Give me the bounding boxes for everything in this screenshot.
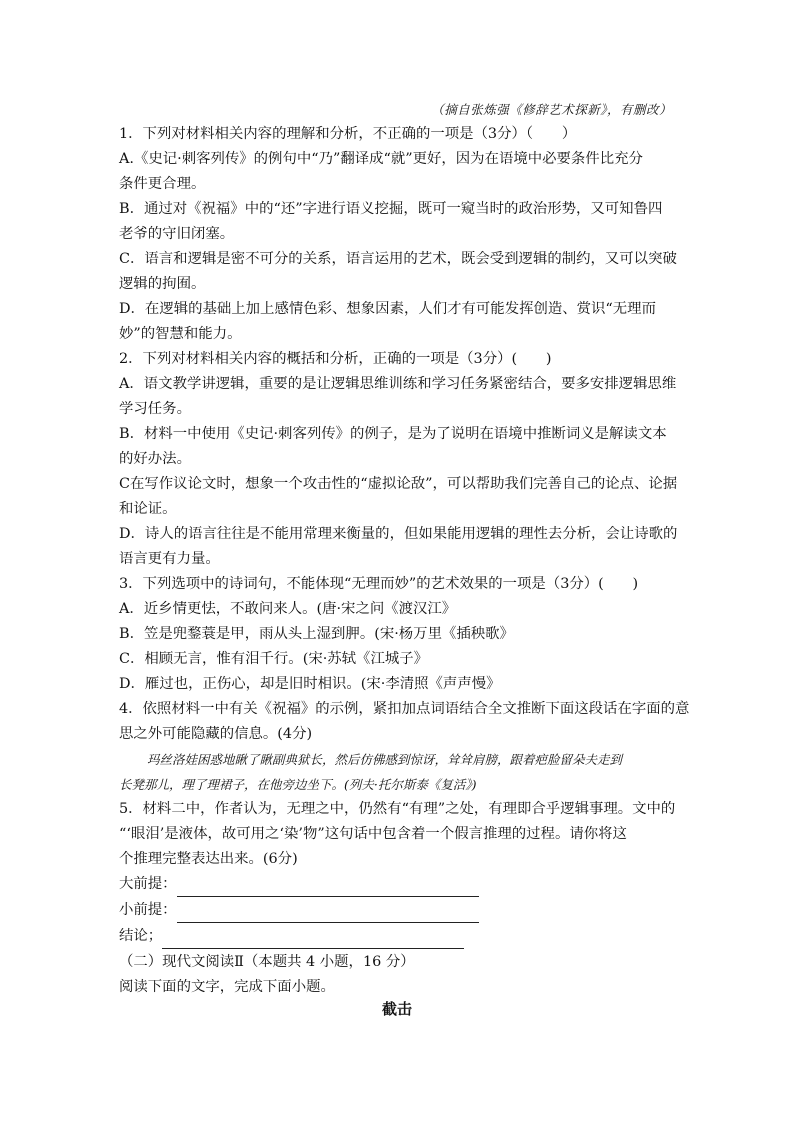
q2-option-c-line2: 和论证。 [119, 501, 177, 517]
questions-body [119, 122, 690, 1000]
q4-stem-line1: 4．依照材料一中有关《祝福》的示例，紧扣加点词语结合全文推断下面这段话在字面的意 [119, 701, 690, 717]
section-title: （二）现代文阅读Ⅱ（本题共 4 小题，16 分） [119, 954, 415, 970]
q1-option-a-line1: A.《史记·刺客列传》的例句中“乃”翻译成“就”更好，因为在语境中必要条件比充分 [119, 151, 643, 167]
q2-option-b-line2: 的好办法。 [119, 451, 191, 467]
q5-minor-premise-row [119, 898, 675, 924]
q4-quote-line2: 长凳那儿，理了理裙子，在他旁边坐下。(列夫·托尔斯泰《复活》) [119, 777, 477, 792]
q3-stem: 3．下列选项中的诗词句，不能体现“无理而妙”的艺术效果的一项是（3分）( ) [119, 576, 639, 592]
q4-quote-line1: 玛丝洛娃困惑地瞅了瞅副典狱长，然后仿佛感到惊讶，耸耸肩膀，跟着疤脸留朵夫走到 [147, 752, 623, 767]
q1-option-d-line2: 妙”的智慧和能力。 [119, 326, 242, 342]
q2-stem: 2．下列对材料相关内容的概括和分析，正确的一项是（3分）( ) [119, 351, 552, 367]
q5-conclusion-blank[interactable] [162, 930, 464, 949]
q1-option-d-line1: D．在逻辑的基础上加上感情色彩、想象因素，人们才有可能发挥创造、赏识“无理而 [119, 301, 656, 317]
q2-option-c-line1: C在写作议论文时，想象一个攻击性的“虚拟论敌”，可以帮助我们完善自己的论点、论据 [119, 476, 678, 492]
q1-option-a-line2: 条件更合理。 [119, 176, 206, 192]
q5-stem-line1: 5．材料二中，作者认为，无理之中，仍然有“有理”之处，有理即合乎逻辑事理。文中的 [119, 801, 676, 817]
q5-minor-premise-label: 小前提： [119, 902, 177, 918]
q5-minor-premise-blank[interactable] [177, 904, 479, 923]
source-note: （摘自张炼强《修辞艺术探新》，有删改） [431, 102, 672, 117]
q3-option-c: C．相顾无言，惟有泪千行。(宋·苏轼《江城子》 [119, 651, 429, 667]
q2-option-d-line2: 语言更有力量。 [119, 551, 220, 567]
q3-option-b: B．笠是兜鍪蓑是甲，雨从头上湿到胛。(宋·杨万里《插秧歌》 [119, 626, 514, 642]
q5-major-premise-row [119, 872, 675, 898]
q5-conclusion-label: 结论； [119, 928, 163, 944]
q5-stem-line3: 个推理完整表达出来。(6分) [119, 851, 298, 867]
q2-option-a-line2: 学习任务。 [119, 401, 191, 417]
q2-option-d-line1: D．诗人的语言往往是不能用常理来衡量的，但如果能用逻辑的理性去分析，会让诗歌的 [119, 526, 678, 542]
q5-major-premise-label: 大前提： [119, 876, 177, 892]
q5-stem-line2: “‘眼泪’是液体，故可用之‘染’物”这句话中包含着一个假言推理的过程。请你将这 [119, 826, 627, 842]
section-instruction: 阅读下面的文字，完成下面小题。 [119, 979, 335, 995]
q1-option-b-line2: 老爷的守旧闭塞。 [119, 226, 235, 242]
q5-conclusion-row [119, 924, 675, 950]
q1-option-c-line2: 逻辑的拘囿。 [119, 276, 206, 292]
q2-option-a-line1: A．语文教学讲逻辑，重要的是让逻辑思维训练和学习任务紧密结合，要多安排逻辑思维 [119, 376, 677, 392]
q4-stem-line2: 思之外可能隐藏的信息。(4分) [119, 726, 313, 742]
q1-option-c-line1: C．语言和逻辑是密不可分的关系，语言运用的艺术，既会受到逻辑的制约，又可以突破 [119, 251, 677, 267]
q2-option-b-line1: B．材料一中使用《史记·刺客列传》的例子，是为了说明在语境中推断词义是解读文本 [119, 426, 667, 442]
q5-major-premise-blank[interactable] [177, 878, 479, 897]
q1-option-b-line1: B．通过对《祝福》中的“还”字进行语义挖掘，既可一窥当时的政治形势，又可知鲁四 [119, 201, 663, 217]
q1-stem: 1．下列对材料相关内容的理解和分析，不正确的一项是（3分）（ ） [119, 126, 577, 142]
article-title: 截击 [381, 1000, 412, 1018]
q3-option-a: A．近乡情更怯，不敢问来人。(唐·宋之问《渡汉江》 [119, 601, 457, 617]
q3-option-d: D．雁过也，正伤心，却是旧时相识。(宋·李清照《声声慢》 [119, 676, 501, 692]
